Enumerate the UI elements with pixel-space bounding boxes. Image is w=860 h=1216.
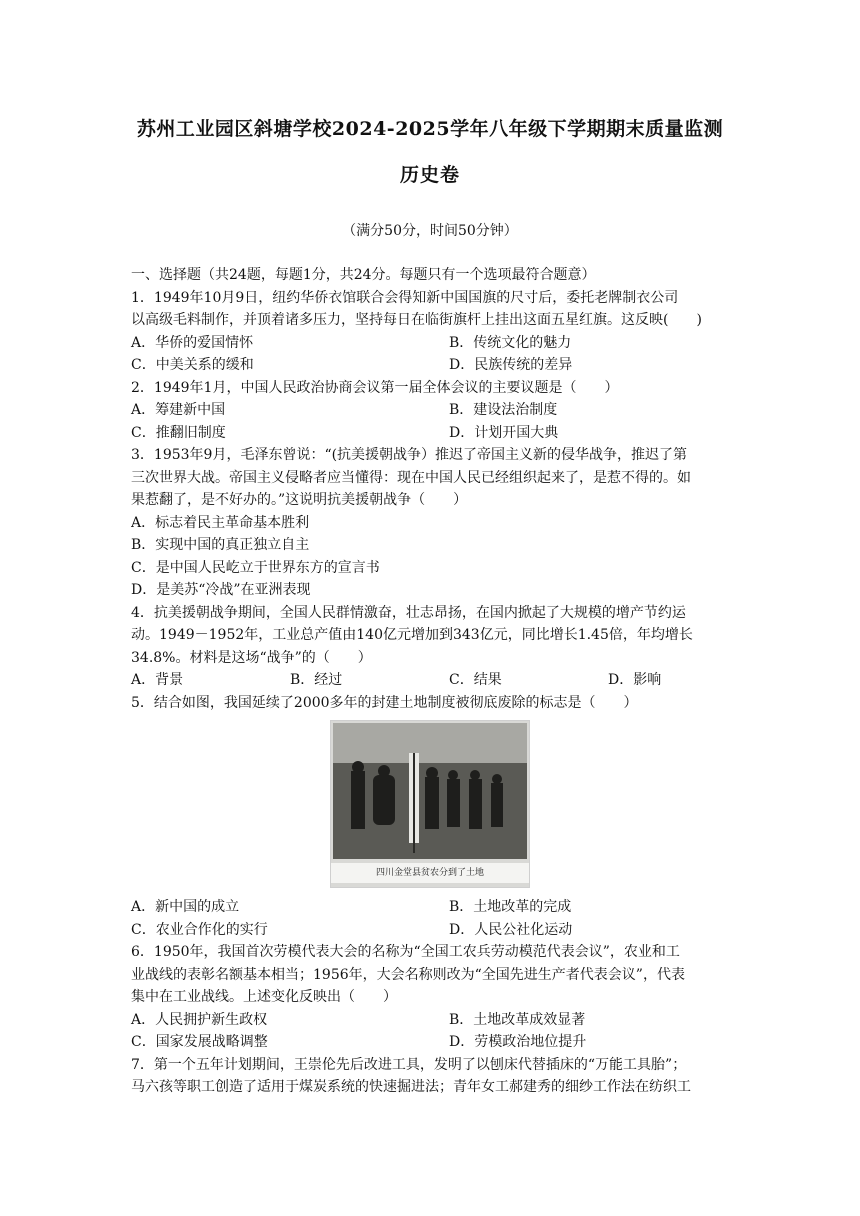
- option-c: C．推翻旧制度: [131, 424, 226, 441]
- question-4-line: 34.8%。材料是这场“战争”的（ ）: [131, 649, 372, 666]
- exam-subject: 历史卷: [399, 164, 460, 186]
- photo-image: [333, 723, 527, 859]
- question-3-line: 3．1953年9月，毛泽东曾说：“(抗美援朝战争）推迟了帝国主义新的侵华战争，推迟了第: [131, 447, 688, 463]
- option-d: D．人民公社化运动: [449, 921, 573, 938]
- option-c: C．农业合作化的实行: [131, 921, 268, 938]
- question-1-options: [131, 332, 731, 355]
- option-d: D．民族传统的差异: [449, 357, 573, 373]
- option-d: D．是美苏“冷战”在亚洲表现: [131, 582, 311, 598]
- question-6-line: 6．1950年，我国首次劳模代表大会的名称为“全国工农兵劳动模范代表会议”，农业和工: [131, 944, 680, 960]
- question-6-line: 集中在工业战线。上述变化反映出（ ）: [131, 989, 397, 1005]
- question-body: [131, 264, 731, 1099]
- option-d: D．影响: [608, 672, 662, 688]
- option-a: A．新中国的成立: [131, 899, 240, 915]
- question-6-options: [131, 1031, 731, 1054]
- option-c: C．国家发展战略调整: [131, 1034, 268, 1050]
- section-heading: 一、选择题（共24题，每题1分，共24分。每题只有一个选项最符合题意）: [131, 267, 596, 283]
- option-b: B．土地改革成效显著: [449, 1011, 586, 1028]
- option-d: D．计划开国大典: [449, 424, 559, 441]
- question-1-options: [131, 354, 731, 377]
- question-5-options: [131, 896, 731, 919]
- exam-info: （满分50分，时间50分钟）: [342, 223, 518, 239]
- option-a: A．背景: [131, 672, 184, 688]
- option-a: A．标志着民主革命基本胜利: [131, 514, 310, 531]
- question-3-line: 三次世界大战。帝国主义侵略者应当懂得：现在中国人民已经组织起来了，是惹不得的。如: [131, 469, 691, 486]
- question-4-line: 4．抗美援朝战争期间，全国人民群情激奋，壮志昂扬，在国内掀起了大规模的增产节约运: [131, 604, 686, 621]
- question-2-options: [131, 422, 731, 445]
- option-b: B．建设法治制度: [449, 402, 558, 418]
- question-3-line: 果惹翻了，是不好办的。”这说明抗美援朝战争（ ）: [131, 492, 468, 508]
- option-a: A．筹建新中国: [131, 402, 226, 418]
- question-1-line: 1．1949年10月9日，纽约华侨衣馆联合会得知新中国国旗的尺寸后，委托老牌制衣公司: [131, 289, 679, 306]
- question-2-options: [131, 399, 731, 422]
- option-b: B．实现中国的真正独立自主: [131, 537, 310, 553]
- question-4-options: [131, 669, 731, 692]
- question-6-options: [131, 1009, 731, 1032]
- question-5-options: [131, 919, 731, 942]
- question-6-line: 业战线的表彰名额基本相当；1956年，大会名称则改为“全国先进生产者代表会议”，代表: [131, 966, 685, 983]
- question-5-line: 5．结合如图，我国延续了2000多年的封建土地制度被彻底废除的标志是（ ）: [131, 694, 638, 711]
- question-2-line: 2．1949年1月，中国人民政治协商会议第一届全体会议的主要议题是（ ）: [131, 379, 619, 396]
- question-7-line: 7．第一个五年计划期间，王崇伦先后改进工具，发明了以刨床代替插床的“万能工具胎”；: [131, 1056, 687, 1073]
- question-7-line: 马六孩等职工创造了适用于煤炭系统的快速掘进法；青年女工郝建秀的细纱工作法在纺织工: [131, 1079, 691, 1095]
- option-c: C．中美关系的缓和: [131, 357, 254, 373]
- option-b: B．经过: [290, 672, 343, 688]
- exam-title: 苏州工业园区斜塘学校2024-2025学年八年级下学期期末质量监测: [136, 118, 724, 140]
- land-reform-photo: [330, 720, 530, 888]
- option-b: B．传统文化的魅力: [449, 334, 572, 351]
- option-a: A．人民拥护新生政权: [131, 1011, 268, 1028]
- question-4-line: 动。1949－1952年，工业总产值由140亿元增加到343亿元，同比增长1.45倍，年均增长: [131, 627, 693, 643]
- photo-caption: 四川金堂县贫农分到了土地: [331, 863, 529, 883]
- option-a: A．华侨的爱国情怀: [131, 334, 254, 351]
- option-c: C．是中国人民屹立于世界东方的宣言书: [131, 559, 380, 576]
- question-1-line: 以高级毛料制作，并顶着诸多压力，坚持每日在临街旗杆上挂出这面五星红旗。这反映( ): [131, 312, 702, 328]
- option-c: C．结果: [449, 672, 502, 688]
- option-d: D．劳模政治地位提升: [449, 1034, 587, 1050]
- option-b: B．土地改革的完成: [449, 899, 572, 915]
